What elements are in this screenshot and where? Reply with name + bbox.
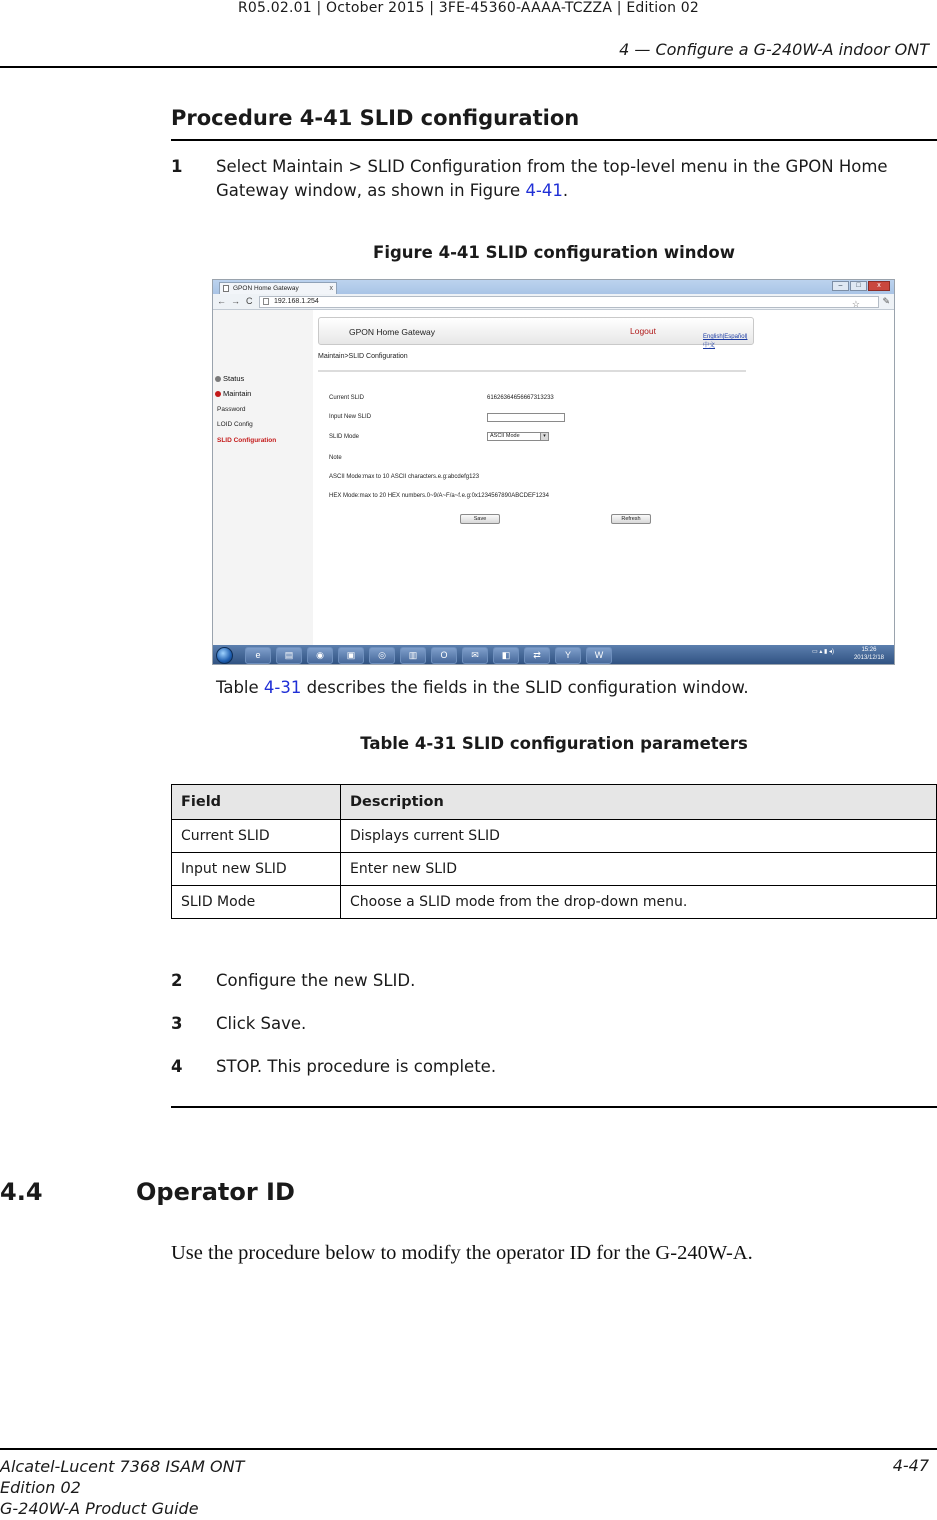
step-text: Select Maintain > SLID Configuration from the top-level menu in the GPON Home Gateway window, as shown in Figure 4-41. — [216, 157, 888, 200]
column-header-field: Field — [172, 785, 341, 820]
sidebar-item-maintain[interactable]: Maintain — [215, 389, 251, 398]
table-cell-description: Enter new SLID — [341, 853, 937, 886]
page-icon — [263, 298, 269, 305]
footer-left — [0, 1456, 244, 1519]
outlook-icon[interactable]: O — [431, 647, 457, 664]
browser-tab-bar — [213, 280, 894, 294]
slid-mode-label: SLID Mode — [329, 434, 360, 440]
step-number: 1 — [171, 157, 183, 176]
step-1 — [171, 155, 937, 203]
table-row — [172, 886, 937, 919]
start-button-icon[interactable] — [216, 647, 233, 664]
gateway-sidebar — [213, 310, 313, 645]
slid-parameters-table — [171, 784, 937, 919]
section-title: Operator ID — [136, 1178, 295, 1206]
table-intro: Table 4-31 describes the fields in the SLID configuration window. — [216, 678, 749, 697]
word-icon[interactable]: W — [586, 647, 612, 664]
browser-address-bar — [213, 294, 894, 310]
header-rule — [0, 66, 937, 68]
table-header-row — [172, 785, 937, 820]
procedure-end-rule — [171, 1106, 937, 1108]
clock-date: 2013/12/18 — [853, 655, 884, 661]
breadcrumb: Maintain>SLID Configuration — [318, 353, 408, 360]
browser-tab[interactable] — [219, 282, 337, 294]
minimize-icon[interactable]: – — [832, 281, 849, 291]
step-2 — [171, 969, 937, 993]
step-number: 4 — [171, 1057, 183, 1076]
document-meta: R05.02.01 | October 2015 | 3FE-45360-AAAA-TCZZA | Edition 02 — [237, 0, 700, 16]
footer-guide: G-240W-A Product Guide — [0, 1499, 199, 1518]
media-icon[interactable]: ▣ — [338, 647, 364, 664]
refresh-button[interactable]: Refresh — [611, 514, 651, 524]
note-label: Note — [329, 455, 342, 461]
step-number: 2 — [171, 971, 183, 990]
windows-taskbar — [213, 645, 894, 665]
forward-icon[interactable]: → — [231, 296, 240, 306]
maintain-bullet-icon — [215, 391, 221, 397]
footer-edition: Edition 02 — [0, 1478, 81, 1497]
step-text: Configure the new SLID. — [216, 971, 416, 990]
table-link[interactable]: 4-31 — [263, 678, 302, 697]
new-slid-input[interactable] — [487, 413, 565, 422]
page-number: 4-47 — [892, 1456, 929, 1475]
ie-icon[interactable]: e — [245, 647, 271, 664]
yahoo-icon[interactable]: Y — [555, 647, 581, 664]
language-links[interactable]: English|Español|中文 — [703, 334, 748, 349]
input-new-slid-label: Input New SLID — [329, 414, 372, 420]
status-bullet-icon — [215, 376, 221, 382]
window-close-icon[interactable]: x — [868, 281, 890, 291]
gateway-header — [318, 317, 754, 349]
url-field[interactable] — [259, 296, 879, 308]
sidebar-item-loid-config[interactable]: LOID Config — [217, 421, 253, 428]
table-cell-description: Choose a SLID mode from the drop-down menu. — [341, 886, 937, 919]
page-icon — [223, 285, 229, 292]
footer-product: Alcatel-Lucent 7368 ISAM ONT — [0, 1457, 245, 1476]
reload-icon[interactable]: C — [246, 296, 253, 306]
content-divider — [318, 370, 746, 372]
folder-icon[interactable]: ▤ — [276, 647, 302, 664]
procedure-rule — [171, 139, 937, 141]
book-icon[interactable]: ▥ — [400, 647, 426, 664]
table-caption: Table 4-31 SLID configuration parameters — [360, 734, 748, 753]
chrome-icon[interactable]: ◎ — [369, 647, 395, 664]
running-head: 4 — Configure a G-240W-A indoor ONT — [619, 40, 929, 59]
bookmark-star-icon[interactable]: ☆ — [851, 299, 860, 309]
sidebar-item-slid-configuration[interactable]: SLID Configuration — [217, 437, 277, 444]
current-slid-label: Current SLID — [329, 395, 365, 401]
table-row — [172, 853, 937, 886]
slid-configuration-screenshot — [212, 279, 895, 665]
slid-mode-select[interactable] — [487, 432, 549, 441]
step-number: 3 — [171, 1014, 183, 1033]
table-cell-field: Current SLID — [172, 820, 341, 853]
table-cell-field: Input new SLID — [172, 853, 341, 886]
tab-title: GPON Home Gateway — [233, 285, 299, 292]
url-text: 192.168.1.254 — [274, 298, 319, 305]
table-cell-field: SLID Mode — [172, 886, 341, 919]
table-cell-description: Displays current SLID — [341, 820, 937, 853]
tab-close-icon[interactable]: x — [329, 285, 333, 292]
section-body: Use the procedure below to modify the operator ID for the G-240W-A. — [171, 1242, 753, 1264]
window-controls — [831, 281, 890, 291]
step-text: Click Save. — [216, 1014, 307, 1033]
procedure-title: Procedure 4-41 SLID configuration — [171, 106, 580, 130]
step-3 — [171, 1012, 937, 1036]
mail-icon[interactable]: ✉ — [462, 647, 488, 664]
slid-mode-selected: ASCII Mode — [490, 433, 520, 439]
figure-link[interactable]: 4-41 — [525, 181, 563, 200]
calendar-icon[interactable]: ◧ — [493, 647, 519, 664]
sidebar-item-status[interactable]: Status — [215, 374, 244, 383]
ascii-mode-note: ASCII Mode:max to 10 ASCII characters.e.g:abcdefg123 — [329, 474, 480, 480]
save-button[interactable]: Save — [460, 514, 500, 524]
taskbar-clock[interactable] — [854, 646, 884, 662]
column-header-description: Description — [341, 785, 937, 820]
logout-link[interactable]: Logout — [630, 326, 656, 336]
gateway-title: GPON Home Gateway — [349, 327, 435, 337]
table-row — [172, 820, 937, 853]
dropdown-arrow-icon: ▾ — [540, 433, 548, 440]
current-slid-value: 61626364656667313233 — [487, 395, 554, 401]
figure-caption: Figure 4-41 SLID configuration window — [373, 243, 735, 262]
firefox-icon[interactable]: ◉ — [307, 647, 333, 664]
footer-rule — [0, 1448, 937, 1450]
hex-mode-note: HEX Mode:max to 20 HEX numbers.0~9/A~F/a~f.e.g:0x1234567890ABCDEF1234 — [329, 493, 549, 499]
sync-icon[interactable]: ⇄ — [524, 647, 550, 664]
clock-time: 15:26 — [861, 647, 877, 653]
step-text: STOP. This procedure is complete. — [216, 1057, 497, 1076]
system-tray-icons[interactable]: ▭ ▴ ▮ ◂) — [812, 649, 834, 655]
settings-wrench-icon[interactable]: ✎ — [882, 296, 890, 306]
section-number: 4.4 — [0, 1178, 43, 1206]
maximize-icon[interactable]: □ — [850, 281, 867, 291]
sidebar-item-password[interactable]: Password — [217, 406, 246, 413]
step-4 — [171, 1055, 937, 1079]
back-icon[interactable]: ← — [217, 296, 226, 306]
